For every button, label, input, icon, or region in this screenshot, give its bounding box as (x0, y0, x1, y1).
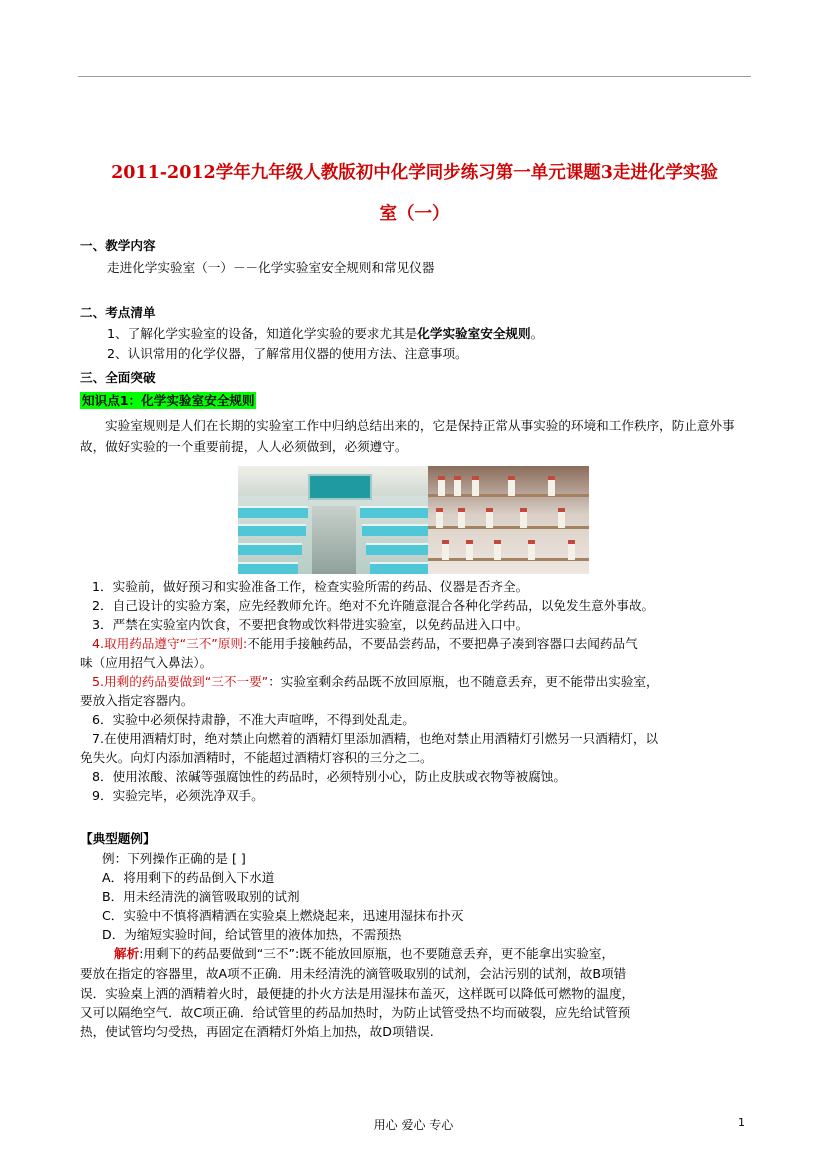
rule-4-text: 不能用手接触药品，不要品尝药品，不要把鼻子凑到容器口去闻药品气 (247, 636, 638, 651)
page-title-line2: 室（一） (379, 204, 450, 224)
analysis-line-4: 又可以隔绝空气．故C项正确．给试管里的药品加热时，为防止试管受热不均而破裂，应先给试管预 (80, 1005, 631, 1020)
item-1-bold: 化学实验室安全规则 (417, 326, 531, 341)
analysis-label: 解析 (114, 946, 140, 961)
lab-photo (238, 466, 589, 574)
rule-5-highlight: 5.用剩的药品要做到“三不一要” (92, 674, 269, 689)
option-d: D．为缩短实验时间，给试管里的液体加热，不需预热 (102, 927, 402, 942)
example-question: 例：下列操作正确的是 [ ] (102, 851, 246, 866)
section-1-heading: 一、教学内容 (80, 238, 156, 253)
analysis-line-1 (114, 945, 614, 963)
rule-4-cont: 味（应用招气入鼻法）。 (80, 655, 213, 670)
analysis-line-5: 热，使试管均匀受热，再固定在酒精灯外焰上加热，故D项错误. (80, 1024, 434, 1039)
option-c: C．实验中不慎将酒精洒在实验桌上燃烧起来，迅速用湿抹布扑灭 (102, 908, 464, 923)
page-footer: 用心 爱心 专心 (373, 1118, 454, 1132)
section-2-item-2: 2、认识常用的化学仪器，了解常用仪器的使用方法、注意事项。 (107, 346, 468, 361)
rule-4 (92, 635, 638, 653)
section-3-heading: 三、全面突破 (80, 370, 156, 385)
reagent-shelf-photo (428, 466, 589, 574)
section-1-text: 走进化学实验室（一）－－化学实验室安全规则和常见仪器 (107, 260, 435, 275)
rule-9: 9．实验完毕，必须洗净双手。 (92, 788, 264, 803)
lab-room-photo (238, 466, 428, 574)
rule-5 (92, 673, 659, 691)
knowledge-point-1-label: 知识点1：化学实验室安全规则 (82, 393, 255, 408)
rule-5-cont: 要放入指定容器内。 (80, 693, 194, 708)
analysis-line-2: 要放在指定的容器里，故A项不正确．用未经清洗的滴管吸取别的试剂，会沾污别的试剂，故B项错 (80, 966, 627, 981)
header-rule (78, 76, 751, 77)
rule-4-highlight: 4.取用药品遵守“三不”原则: (92, 636, 248, 651)
page-number: 1 (738, 1116, 745, 1129)
item-1-text: 1、了解化学实验室的设备，知道化学实验的要求尤其是 (107, 326, 418, 341)
rule-7: 7.在使用酒精灯时，绝对禁止向燃着的酒精灯里添加酒精，也绝对禁止用酒精灯引燃另一只酒精灯，以 (92, 731, 659, 746)
rule-2: 2．自己设计的实验方案，应先经教师允许。绝对不允许随意混合各种化学药品，以免发生意外事故。 (92, 598, 655, 613)
rule-6: 6．实验中必须保持肃静，不准大声喧哗，不得到处乱走。 (92, 712, 415, 727)
item-1-end: 。 (530, 326, 544, 341)
rule-7-cont: 免失火。向灯内添加酒精时，不能超过酒精灯容积的三分之二。 (80, 750, 433, 765)
knowledge-point-1 (80, 392, 256, 410)
analysis-text: :用剩下的药品要做到“三不”:既不能放回原瓶，也不要随意丢弃，更不能拿出实验室， (139, 946, 615, 961)
section-2-item-1 (107, 325, 543, 343)
analysis-line-3: 误．实验桌上洒的酒精着火时，最便捷的扑火方法是用湿抹布盖灭，这样既可以降低可燃物的温度， (80, 986, 635, 1001)
option-a: A．将用剩下的药品倒入下水道 (102, 870, 275, 885)
page-title-line1: 2011-2012学年九年级人教版初中化学同步练习第一单元课题3走进化学实验 (111, 163, 718, 183)
section-2-heading: 二、考点清单 (80, 305, 156, 320)
rule-5-text: ：实验室剩余药品既不放回原瓶，也不随意丢弃，更不能带出实验室， (268, 674, 659, 689)
rule-8: 8．使用浓酸、浓碱等强腐蚀性的药品时，必须特别小心，防止皮肤或衣物等被腐蚀。 (92, 769, 566, 784)
rule-3: 3．严禁在实验室内饮食，不要把食物或饮料带进实验室，以免药品进入口中。 (92, 617, 529, 632)
rules-intro: 实验室规则是人们在长期的实验室工作中归纳总结出来的，它是保持正常从事实验的环境和工作秩序，防止意外事故，做好实验的一个重要前提，人人必须做到，必须遵守。 (80, 418, 735, 454)
option-b: B．用未经清洗的滴管吸取别的试剂 (102, 889, 300, 904)
example-heading: 【典型题例】 (80, 831, 156, 846)
rule-1: 1．实验前，做好预习和实验准备工作，检查实验所需的药品、仪器是否齐全。 (92, 579, 529, 594)
